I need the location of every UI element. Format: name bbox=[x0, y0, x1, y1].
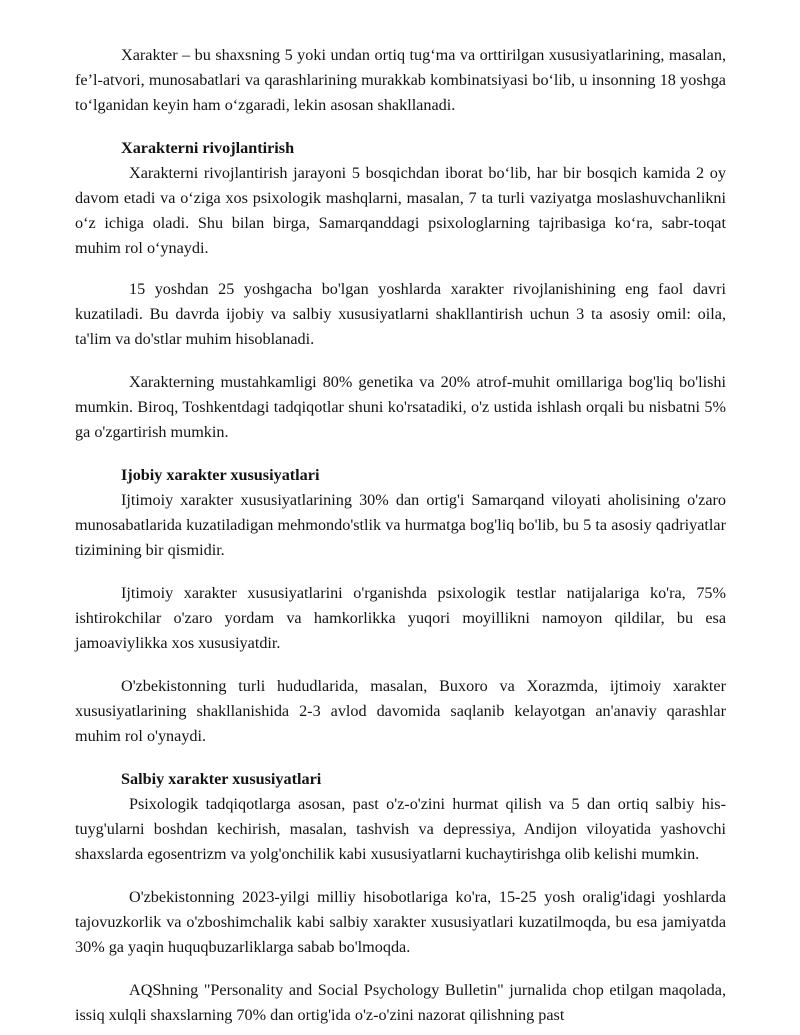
section-heading-negative: Salbiy xarakter xususiyatlari bbox=[121, 770, 322, 788]
body-paragraph: AQShning "Personality and Social Psychology Bulletin" jurnalida chop etilgan maqolada, issiq xulqli shaxslarning 70% dan ortig'ida o'z-o'zini nazorat qilishning past bbox=[75, 981, 726, 1024]
section-heading-positive: Ijobiy xarakter xususiyatlari bbox=[121, 466, 320, 484]
intro-paragraph: Xarakter – bu shaxsning 5 yoki undan ortiq tug‘ma va orttirilgan xususiyatlarining, masalan, fe’l-atvori, munosabatlari va qarashlarining murakkab kombinatsiyasi bo‘lib, u insonning 18 yoshga to‘lganidan keyin ham o‘zgaradi, lekin asosan shakllanadi. bbox=[75, 46, 726, 114]
body-paragraph: Ijtimoiy xarakter xususiyatlarining 30% dan ortig'i Samarqand viloyati aholisining o'zaro munosabatlarida kuzatiladigan mehmondo'stlik va hurmatga bog'liq bo'lib, bu 5 ta asosiy qadriyatlar tizimining bir qismidir. bbox=[75, 491, 726, 559]
body-paragraph: Psixologik tadqiqotlarga asosan, past o'z-o'zini hurmat qilish va 5 dan ortiq salbiy his-tuyg'ularni boshdan kechirish, masalan, tashvish va depressiya, Andijon viloyatida yashovchi shaxslarda egosentrizm va yolg'onchilik kabi xususiyatlarni kuchaytirishga olib kelishi mumkin. bbox=[75, 795, 726, 863]
body-paragraph: O'zbekistonning 2023-yilgi milliy hisobotlariga ko'ra, 15-25 yosh oralig'idagi yoshlarda tajovuzkorlik va o'zboshimchalik kabi salbiy xarakter xususiyatlari kuzatilmoqda, bu esa jamiyatda 30% ga yaqin huquqbuzarliklarga sabab bo'lmoqda. bbox=[75, 888, 726, 956]
body-paragraph: Xarakterni rivojlantirish jarayoni 5 bosqichdan iborat bo‘lib, har bir bosqich kamida 2 oy davom etadi va o‘ziga xos psixologik mashqlarni, masalan, 7 ta turli vaziyatga moslashuvchanlikni o‘z ichiga oladi. Shu bilan birga, Samarqanddagi psixologlarning tajribasiga ko‘ra, sabr-toqat muhim rol o‘ynaydi. bbox=[75, 164, 726, 257]
section-heading-development: Xarakterni rivojlantirish bbox=[121, 139, 295, 157]
body-paragraph: Xarakterning mustahkamligi 80% genetika va 20% atrof-muhit omillariga bog'liq bo'lishi mumkin. Biroq, Toshkentdagi tadqiqotlar shuni ko'rsatadiki, o'z ustida ishlash orqali bu nisbatni 5% ga o'zgartirish mumkin. bbox=[75, 373, 726, 441]
document-page bbox=[75, 0, 726, 1028]
body-paragraph: O'zbekistonning turli hududlarida, masalan, Buxoro va Xorazmda, ijtimoiy xarakter xususiyatlarining shakllanishida 2-3 avlod davomida saqlanib kelayotgan an'anaviy qarashlar muhim rol o'ynaydi. bbox=[75, 677, 726, 745]
body-paragraph: Ijtimoiy xarakter xususiyatlarini o'rganishda psixologik testlar natijalariga ko'ra, 75% ishtirokchilar o'zaro yordam va hamkorlikka yuqori moyillikni namoyon qildilar, bu esa jamoaviylikka xos xususiyatdir. bbox=[75, 584, 726, 652]
body-paragraph: 15 yoshdan 25 yoshgacha bo'lgan yoshlarda xarakter rivojlanishining eng faol davri kuzatiladi. Bu davrda ijobiy va salbiy xususiyatlarni shakllantirish uchun 3 ta asosiy omil: oila, ta'lim va do'stlar muhim hisoblanadi. bbox=[75, 280, 726, 348]
